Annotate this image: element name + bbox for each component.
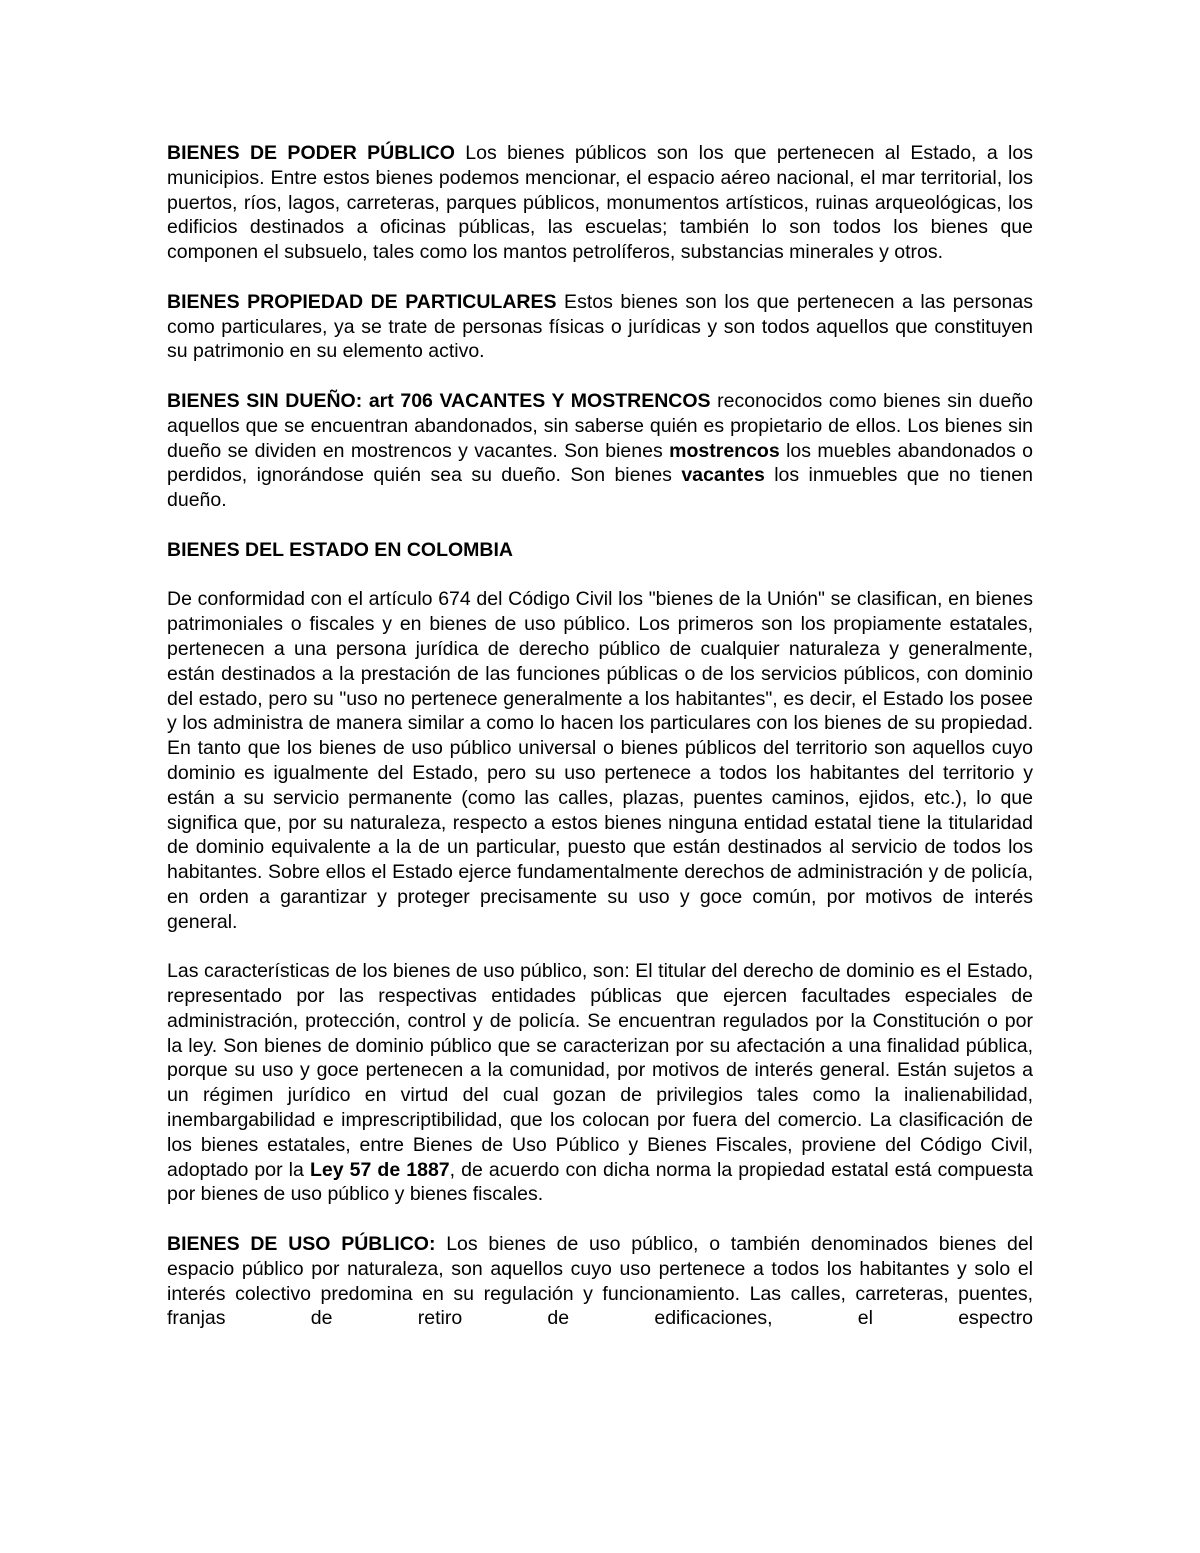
paragraph-heading: BIENES DE PODER PÚBLICO [167, 142, 455, 164]
paragraph-text: Los bienes públicos son los que pertenecen al Estado, a los municipios. Entre estos bienes podemos mencionar, el espacio aéreo nacional, el mar territorial, los puertos, ríos, lagos, carreteras, parques públicos, monumentos artísticos, ruinas arqueológicas, los edificios destinados a oficinas públicas, las escuelas; también lo son todos los bienes que componen el subsuelo, tales como los mantos petrolíferos, substancias minerales y otros. [167, 142, 1033, 264]
paragraph-text: los inmuebles que no tienen dueño. [167, 464, 1033, 512]
paragraph-text: Los bienes de uso público, o también denominados bienes del espacio público por naturaleza, son aquellos cuyo uso pertenece a todos los habitantes y solo el interés colectivo predomina en su regulación y funcionamiento. Las calles, carreteras, puentes, franjas de retiro de edificaciones, el espectro [167, 1233, 1033, 1330]
paragraph-heading: BIENES PROPIEDAD DE PARTICULARES [167, 290, 557, 313]
paragraph-articulo-674: De conformidad con el artículo 674 del Código Civil los "bienes de la Unión" se clasifican, en bienes patrimoniales o fiscales y en bienes de uso público. Los primeros son los propiamente estatales, pertenecen a una persona jurídica de derecho público de cualquier naturaleza y generalmente, están destinados a la prestación de las funciones públicas o de los servicios públicos, con dominio del estado, pero su "uso no pertenece generalmente a los habitantes", es decir, el Estado los posee y los administra de manera similar a como lo hacen los particulares con los bienes de su propiedad. En tanto que los bienes de uso público universal o bienes públicos del territorio son aquellos cuyo dominio es igualmente del Estado, pero su uso pertenece a todos los habitantes del territorio y están a su servicio permanente (como las calles, plazas, puentes caminos, ejidos, etc.), lo que significa que, por su naturaleza, respecto a estos bienes ninguna entidad estatal tiene la titularidad de dominio equivalente a la de un particular, puesto que están destinados al servicio de todos los habitantes. Sobre ellos el Estado ejerce fundamentalmente derechos de administración y de policía, en orden a garantizar y proteger precisamente su uso y goce común, por motivos de interés general. [167, 588, 1033, 933]
bold-term-vacantes: vacantes [681, 464, 765, 487]
paragraph-bienes-uso-publico [167, 1232, 1033, 1331]
document-page [167, 141, 1033, 1356]
bold-term-ley: Ley 57 de 1887 [309, 1158, 450, 1181]
paragraph-text: los muebles abandonados o perdidos, ignorándose quién sea su dueño. Son bienes [167, 439, 1033, 487]
paragraph-bienes-propiedad-particulares [167, 290, 1033, 364]
paragraph-heading: BIENES DE USO PÚBLICO: [167, 1233, 436, 1256]
section-title: BIENES DEL ESTADO EN COLOMBIA [167, 538, 513, 561]
paragraph-bienes-sin-dueno [167, 389, 1033, 513]
paragraph-text: reconocidos como bienes sin dueño aquellos que se encuentran abandonados, sin saberse quién es propietario de ellos. Los bienes sin dueño se dividen en mostrencos y vacantes. Son bienes [167, 389, 1033, 462]
paragraph-text: , de acuerdo con dicha norma la propiedad estatal está compuesta por bienes de uso público y bienes fiscales. [167, 1158, 1033, 1206]
paragraph-text: Estos bienes son los que pertenecen a las personas como particulares, ya se trate de personas físicas o jurídicas y son todos aquellos que constituyen su patrimonio en su elemento activo. [167, 290, 1033, 363]
bold-term-mostrencos: mostrencos [669, 439, 780, 462]
paragraph-caracteristicas [167, 959, 1033, 1207]
paragraph-heading: BIENES SIN DUEÑO: art 706 VACANTES Y MOSTRENCOS [167, 389, 711, 412]
paragraph-text: Las características de los bienes de uso público, son: El titular del derecho de dominio es el Estado, representado por las respectivas entidades públicas que ejercen facultades especiales de administración, protección, control y de policía. Se encuentran regulados por la Constitución o por la ley. Son bienes de dominio público que se caracterizan por su afectación a una finalidad pública, porque su uso y goce pertenecen a la comunidad, por motivos de interés general. Están sujetos a un régimen jurídico en virtud del cual gozan de privilegios tales como la inalienabilidad, inembargabilidad e imprescriptibilidad, que los colocan por fuera del comercio. La clasificación de los bienes estatales, entre Bienes de Uso Público y Bienes Fiscales, proviene del Código Civil, adoptado por la [167, 960, 1033, 1181]
paragraph-bienes-poder-publico [167, 141, 1033, 265]
